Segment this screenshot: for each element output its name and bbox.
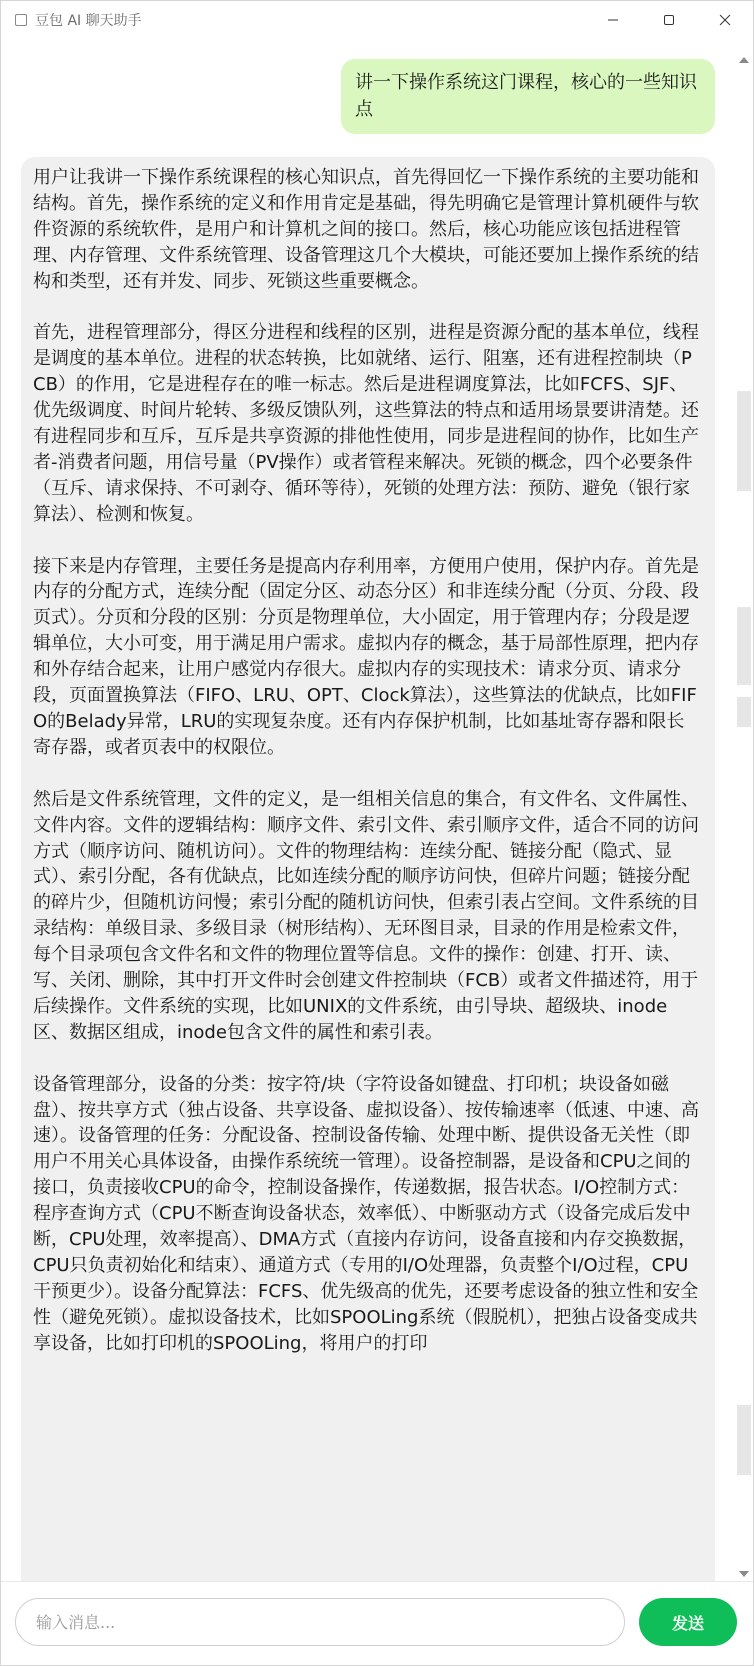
- minimize-icon: [607, 14, 619, 26]
- user-message-row: [341, 59, 715, 134]
- vertical-scrollbar[interactable]: [737, 53, 751, 1581]
- scroll-down-arrow-icon[interactable]: [739, 1571, 749, 1577]
- window-title: 豆包 AI 聊天助手: [35, 13, 142, 29]
- assistant-paragraph: 首先，进程管理部分，得区分进程和线程的区别，进程是资源分配的基本单位，线程是调度的基本单位。进程的状态转换，比如就绪、运行、阻塞，还有进程控制块（PCB）的作用，它是进程存在的唯一标志。然后是进程调度算法，比如FCFS、SJF、优先级调度、时间片轮转、多级反馈队列，这些算法的特点和适用场景要讲清楚。还有进程同步和互斥，互斥是共享资源的排他性使用，同步是进程间的协作，比如生产者-消费者问题，用信号量（PV操作）或者管程来解决。死锁的概念，四个必要条件（互斥、请求保持、不可剥夺、循环等待），死锁的处理方法：预防、避免（银行家算法）、检测和恢复。: [33, 322, 699, 525]
- app-window-icon: [15, 14, 27, 26]
- scroll-thumb[interactable]: [737, 1405, 751, 1475]
- close-button[interactable]: [697, 1, 753, 39]
- assistant-paragraph: 然后是文件系统管理，文件的定义，是一组相关信息的集合，有文件名、文件属性、文件内容。文件的逻辑结构：顺序文件、索引文件、索引顺序文件，适合不同的访问方式（顺序访问、随机访问）。文件的物理结构：连续分配、链接分配（隐式、显式）、索引分配，各有优缺点，比如连续分配的顺序访问快，但碎片问题；链接分配的碎片少，但随机访问慢；索引分配的随机访问快，但索引表占空间。文件系统的目录结构：单级目录、多级目录（树形结构）、无环图目录，目录的作用是检索文件，每个目录项包含文件名和文件的物理位置等信息。文件的操作：创建、打开、读、写、关闭、删除，其中打开文件时会创建文件控制块（FCB）或者文件描述符，用于后续操作。文件系统的实现，比如UNIX的文件系统，由引导块、超级块、inode区、数据区组成，inode包含文件的属性和索引表。: [33, 788, 699, 1043]
- composer-bar: [1, 1581, 753, 1665]
- maximize-icon: [663, 14, 675, 26]
- window-controls: [585, 1, 753, 39]
- user-message-bubble: 讲一下操作系统这门课程，核心的一些知识点: [341, 59, 715, 134]
- send-button[interactable]: 发送: [639, 1598, 737, 1646]
- maximize-button[interactable]: [641, 1, 697, 39]
- assistant-message-bubble: [21, 157, 715, 1581]
- scroll-thumb[interactable]: [737, 607, 751, 685]
- minimize-button[interactable]: [585, 1, 641, 39]
- message-input[interactable]: [15, 1598, 625, 1646]
- close-icon: [719, 14, 731, 26]
- assistant-paragraph: 设备管理部分，设备的分类：按字符/块（字符设备如键盘、打印机；块设备如磁盘）、按共享方式（独占设备、共享设备、虚拟设备）、按传输速率（低速、中速、高速）。设备管理的任务：分配设备、控制设备传输、处理中断、提供设备无关性（即用户不用关心具体设备，由操作系统统一管理）。设备控制器，是设备和CPU之间的接口，负责接收CPU的命令，控制设备操作，传递数据，报告状态。I/O控制方式：程序查询方式（CPU不断查询设备状态，效率低）、中断驱动方式（设备完成后发中断，CPU处理，效率提高）、DMA方式（直接内存访问，设备直接和内存交换数据，CPU只负责初始化和结束）、通道方式（专用的I/O处理器，负责整个I/O过程，CPU干预更少）。设备分配算法：FCFS、优先级高的优先，还要考虑设备的独立性和安全性（避免死锁）。虚拟设备技术，比如SPOOLing系统（假脱机），把独占设备变成共享设备，比如打印机的SPOOLing，将用户的打印: [33, 1073, 699, 1354]
- scroll-thumb[interactable]: [737, 391, 751, 491]
- assistant-paragraph: 用户让我讲一下操作系统课程的核心知识点，首先得回忆一下操作系统的主要功能和结构。首先，操作系统的定义和作用肯定是基础，得先明确它是管理计算机硬件与软件资源的系统软件，是用户和计算机之间的接口。然后，核心功能应该包括进程管理、内存管理、文件系统管理、设备管理这几个大模块，可能还要加上操作系统的结构和类型，还有并发、同步、死锁这些重要概念。: [33, 167, 699, 292]
- scroll-up-arrow-icon[interactable]: [739, 57, 749, 63]
- title-bar[interactable]: [1, 1, 753, 39]
- chat-message-area[interactable]: [1, 39, 753, 1581]
- scroll-thumb[interactable]: [737, 697, 751, 727]
- assistant-paragraph: 接下来是内存管理，主要任务是提高内存利用率，方便用户使用，保护内存。首先是内存的分配方式，连续分配（固定分区、动态分区）和非连续分配（分页、分段、段页式）。分页和分段的区别：分页是物理单位，大小固定，用于管理内存；分段是逻辑单位，大小可变，用于满足用户需求。虚拟内存的概念，基于局部性原理，把内存和外存结合起来，让用户感觉内存很大。虚拟内存的实现技术：请求分页、请求分段，页面置换算法（FIFO、LRU、OPT、Clock算法），这些算法的优缺点，比如FIFO的Belady异常，LRU的实现复杂度。还有内存保护机制，比如基址寄存器和限长寄存器，或者页表中的权限位。: [33, 555, 699, 758]
- scroll-track[interactable]: [737, 67, 751, 1567]
